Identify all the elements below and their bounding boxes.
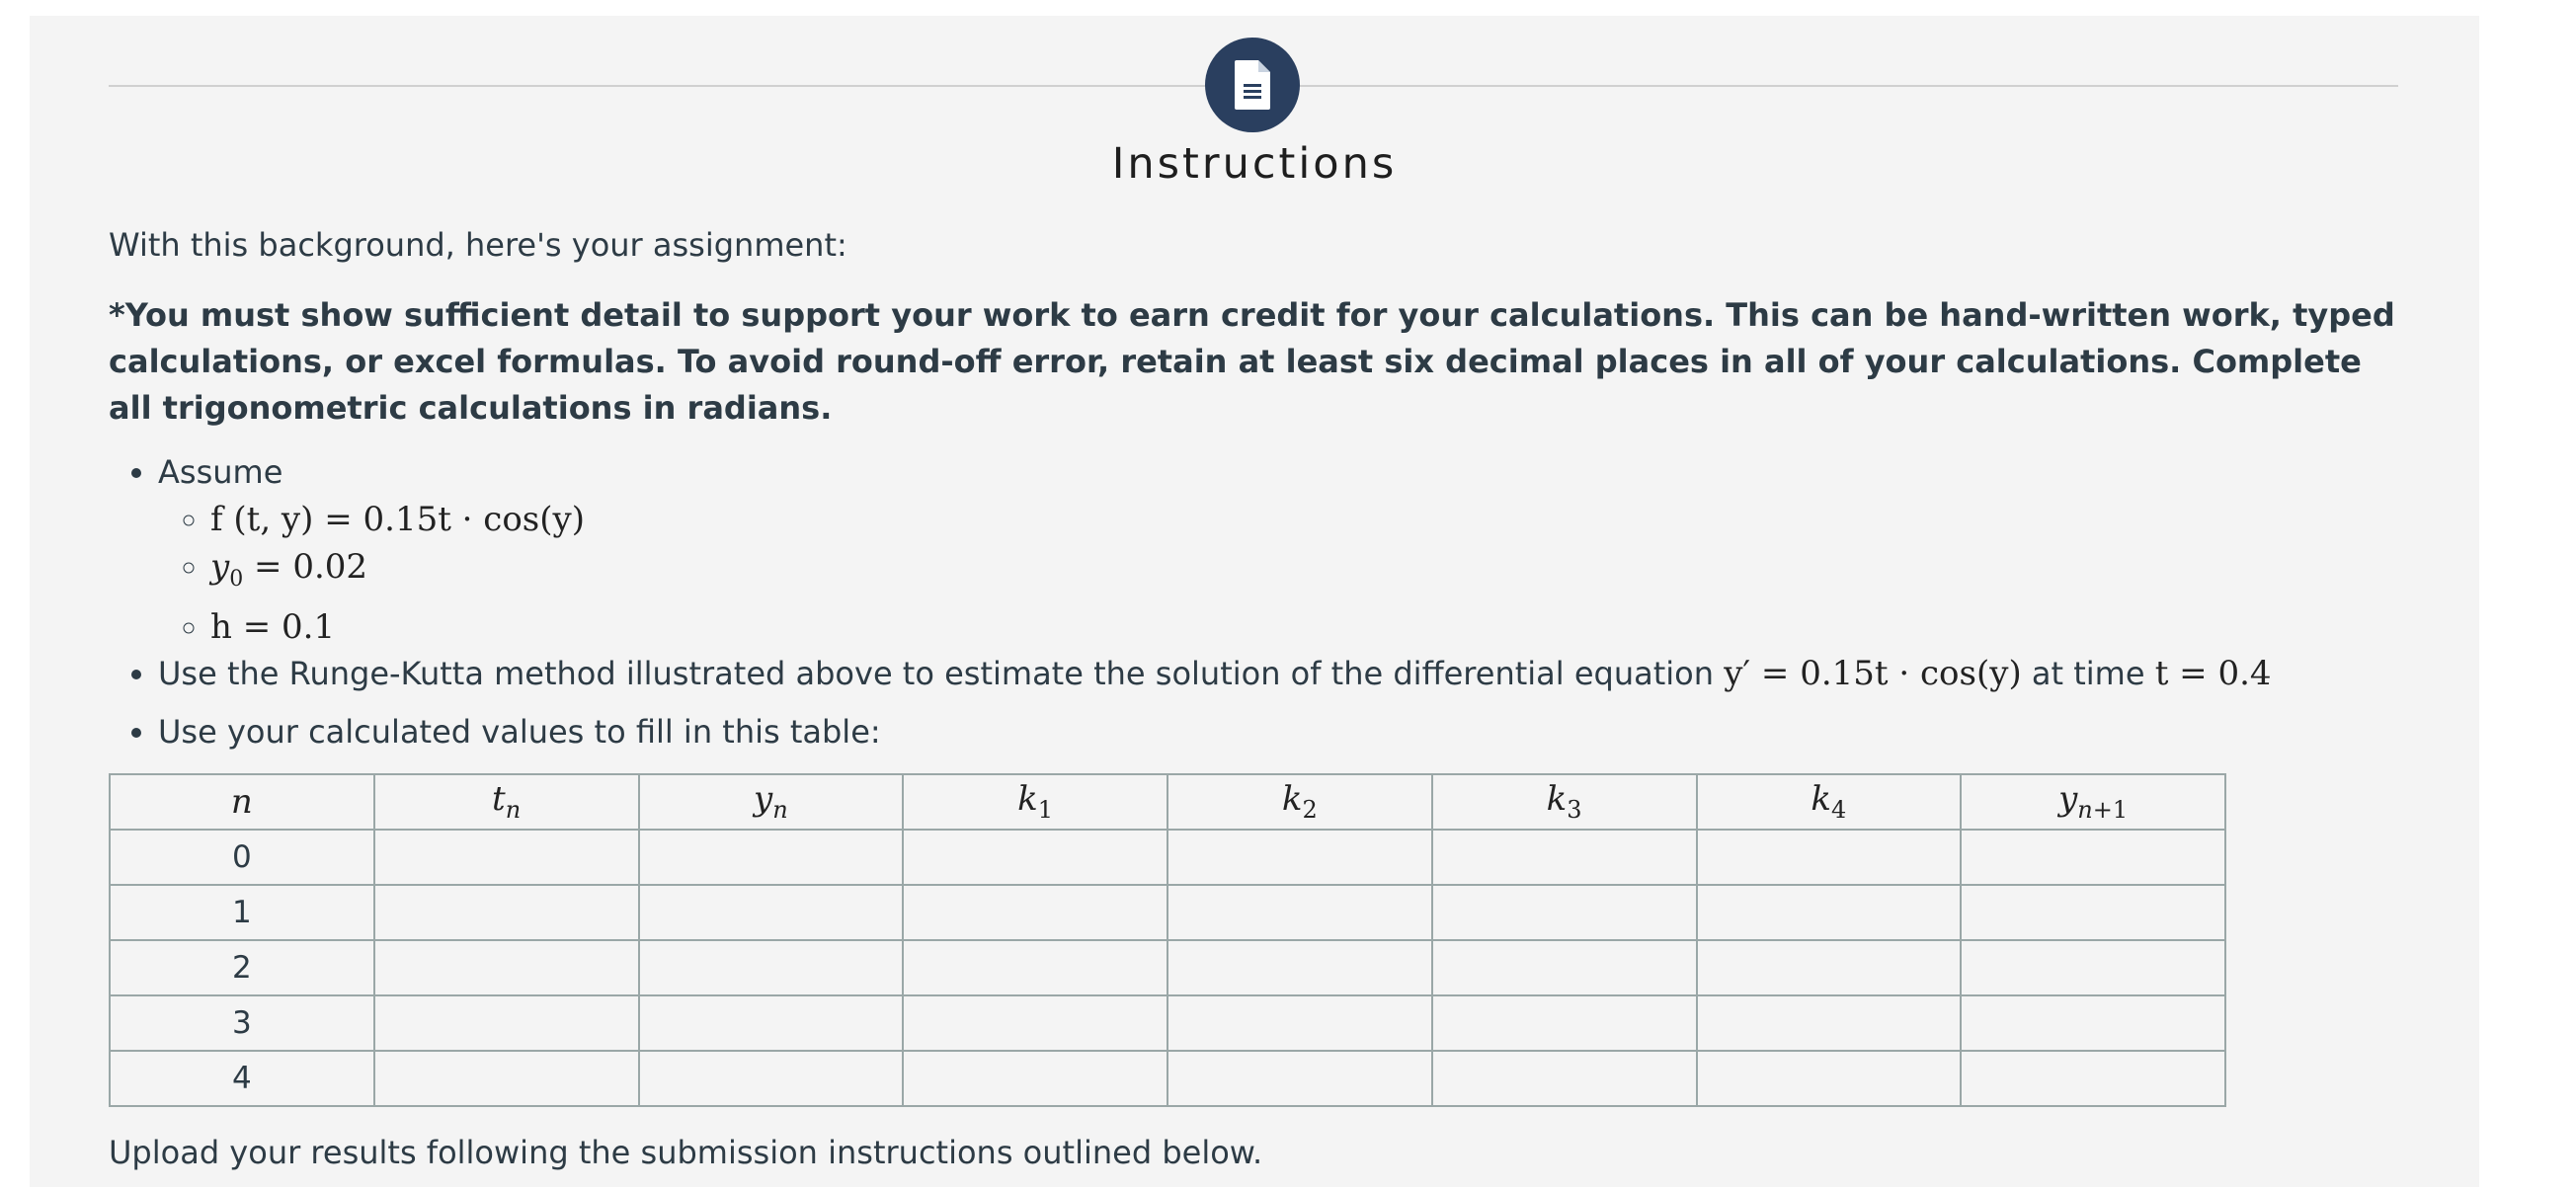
step-size-equation: h = 0.1: [210, 606, 336, 647]
header-yn1: $y_{n+1}$: [1961, 774, 2225, 830]
cell-k4: [1697, 830, 1962, 885]
list-item-runge-kutta: [158, 651, 2410, 697]
cell-k1: [903, 940, 1167, 995]
assumption-initial-value: [210, 543, 2410, 603]
cell-k4: [1697, 940, 1962, 995]
table-row: [110, 940, 2225, 995]
page-title: Instructions: [1111, 139, 1398, 189]
cell-yn1: [1961, 995, 2225, 1051]
header-k1: $k_1$: [903, 774, 1167, 830]
cell-yn: [639, 940, 904, 995]
list-item-fill-table: [158, 709, 2410, 755]
cell-k4: [1697, 995, 1962, 1051]
table-row: [110, 830, 2225, 885]
cell-k2: [1167, 830, 1432, 885]
cell-k2: [1167, 885, 1432, 940]
table-row: [110, 885, 2225, 940]
header-tn: $t_n$: [374, 774, 639, 830]
assignment-content: [109, 223, 2410, 1174]
cell-tn: [374, 830, 639, 885]
header-yn: $y_n$: [639, 774, 904, 830]
header-n: n: [110, 774, 374, 830]
cell-yn1: [1961, 885, 2225, 940]
rk-table: [109, 773, 2226, 1107]
outro-text: Upload your results following the submission instructions outlined below.: [109, 1133, 1263, 1171]
header-k2: $k_2$: [1167, 774, 1432, 830]
cell-k1: [903, 885, 1167, 940]
cell-k1: [903, 995, 1167, 1051]
header-k4: $k_4$: [1697, 774, 1962, 830]
cell-yn1: [1961, 830, 2225, 885]
cell-n: 3: [110, 995, 374, 1051]
intro-text: With this background, here's your assignment:: [109, 226, 847, 264]
initial-value-equation: $y_0 = 0.02$: [210, 547, 368, 592]
function-equation: f (t, y) = 0.15t · cos(y): [210, 500, 585, 539]
cell-n: 4: [110, 1051, 374, 1106]
cell-k3: [1432, 885, 1697, 940]
header-k3: $k_3$: [1432, 774, 1697, 830]
assumption-function: [210, 496, 2410, 543]
assume-label: Assume: [158, 453, 283, 491]
cell-k3: [1432, 940, 1697, 995]
cell-yn: [639, 995, 904, 1051]
assumption-list: [158, 496, 2410, 651]
cell-tn: [374, 995, 639, 1051]
cell-k2: [1167, 1051, 1432, 1106]
cell-k1: [903, 1051, 1167, 1106]
assumption-step-size: [210, 603, 2410, 651]
rk-text-mid: at time: [2031, 654, 2145, 692]
rk-equation: y′ = 0.15t · cos(y): [1724, 653, 2022, 693]
cell-k3: [1432, 995, 1697, 1051]
cell-yn: [639, 830, 904, 885]
cell-tn: [374, 885, 639, 940]
cell-k4: [1697, 885, 1962, 940]
cell-yn: [639, 885, 904, 940]
initial-value-text: = 0.02: [254, 547, 368, 587]
rk-text-before: Use the Runge-Kutta method illustrated above to estimate the solution of the differential equation: [158, 654, 1715, 692]
table-header-row: [110, 774, 2225, 830]
cell-tn: [374, 1051, 639, 1106]
cell-k3: [1432, 830, 1697, 885]
list-item-assume: [158, 449, 2410, 651]
cell-n: 2: [110, 940, 374, 995]
cell-k2: [1167, 995, 1432, 1051]
cell-k4: [1697, 1051, 1962, 1106]
cell-n: 1: [110, 885, 374, 940]
cell-n: 0: [110, 830, 374, 885]
table-row: [110, 1051, 2225, 1106]
cell-yn1: [1961, 940, 2225, 995]
document-icon: [1233, 58, 1272, 112]
document-badge: [1205, 38, 1300, 132]
assignment-list: [109, 449, 2410, 755]
notice-text: *You must show sufficient detail to support your work to earn credit for your calculations. This can be hand-written work, typed calculations, or excel formulas. To avoid round-off error, retain at least six decimal places in all of your calculations. Complete all trigonometric calculations in radians.: [109, 296, 2395, 427]
cell-yn: [639, 1051, 904, 1106]
table-row: [110, 995, 2225, 1051]
cell-tn: [374, 940, 639, 995]
instructions-panel: [30, 16, 2479, 1187]
cell-k1: [903, 830, 1167, 885]
cell-k3: [1432, 1051, 1697, 1106]
fill-table-text: Use your calculated values to fill in this table:: [158, 712, 881, 751]
cell-yn1: [1961, 1051, 2225, 1106]
rk-time: t = 0.4: [2154, 653, 2272, 693]
cell-k2: [1167, 940, 1432, 995]
